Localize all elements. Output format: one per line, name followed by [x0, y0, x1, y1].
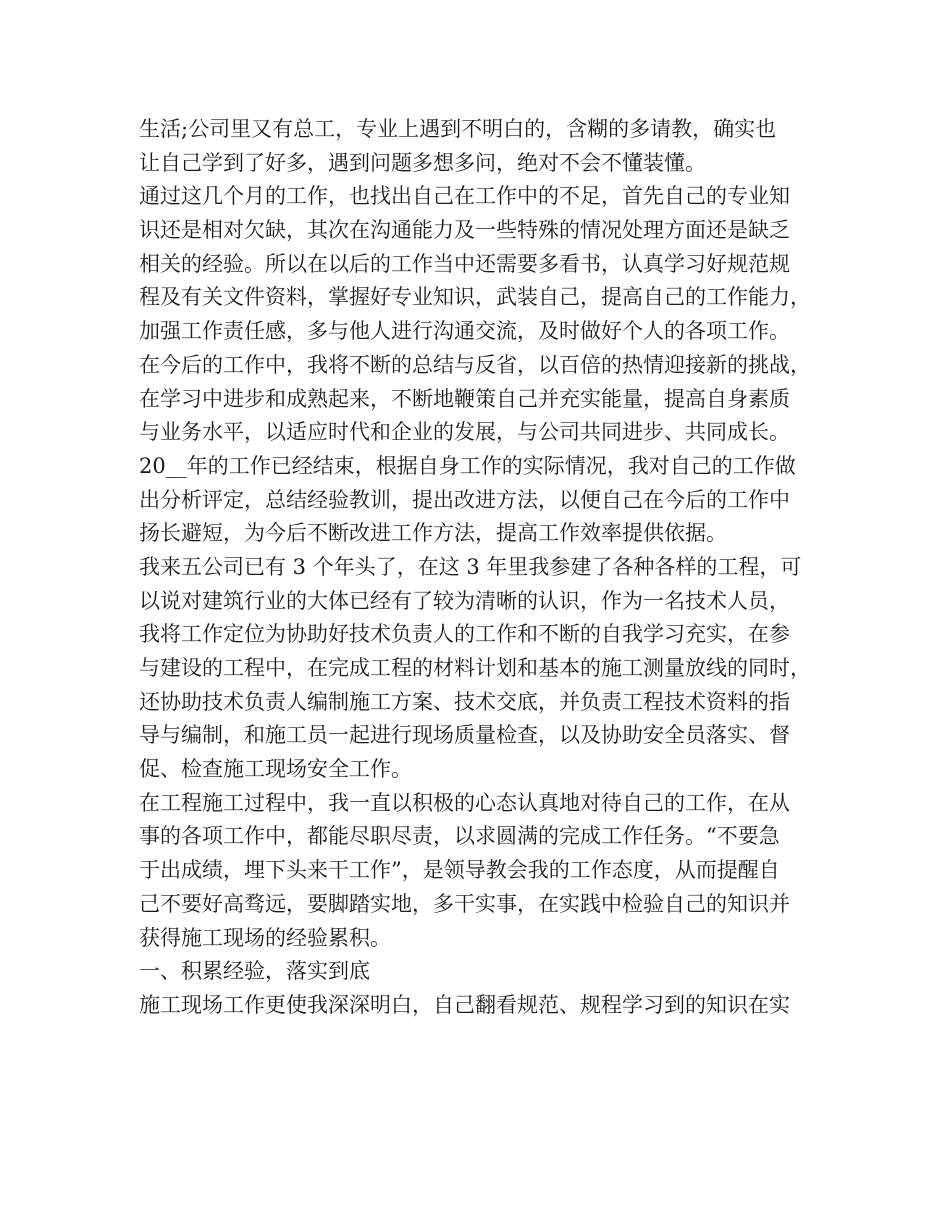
text-line: 还协助技术负责人编制施工方案、技术交底，并负责工程技术资料的指 — [139, 689, 790, 714]
text-line: 加强工作责任感，多与他人进行沟通交流，及时做好个人的各项工作。 — [139, 319, 790, 344]
text-line: 事的各项工作中，都能尽职尽责，以求圆满的完成工作任务。“不要急 — [139, 824, 780, 849]
text-line: 让自己学到了好多，遇到问题多想多问，绝对不会不懂装懂。 — [139, 150, 706, 175]
text-line: 20__年的工作已经结束，根据自身工作的实际情况，我对自己的工作做 — [139, 453, 796, 478]
text-line: 获得施工现场的经验累积。 — [139, 925, 391, 950]
text-line: 通过这几个月的工作，也找出自己在工作中的不足，首先自己的专业知 — [139, 184, 790, 209]
text-line: 扬长避短，为今后不断改进工作方法，提高工作效率提供依据。 — [139, 521, 727, 546]
text-line: 己不要好高骛远，要脚踏实地，多干实事，在实践中检验自己的知识并 — [139, 891, 790, 916]
text-line: 我来五公司已有 3 个年头了，在这 3 年里我参建了各种各样的工程，可 — [139, 554, 802, 579]
text-line: 与建设的工程中，在完成工程的材料计划和基本的施工测量放线的同时， — [139, 656, 811, 680]
text-line: 导与编制，和施工员一起进行现场质量检查，以及协助安全员落实、督 — [139, 723, 790, 748]
document-body — [139, 113, 829, 1023]
text-line: 出分析评定，总结经验教训，提出改进方法，以便自己在今后的工作中 — [139, 487, 790, 512]
text-line: 于出成绩，埋下头来干工作”，是领导教会我的工作态度，从而提醒自 — [139, 858, 780, 883]
text-line: 与业务水平，以适应时代和企业的发展，与公司共同进步、共同成长。 — [139, 420, 790, 445]
text-line: 识还是相对欠缺，其次在沟通能力及一些特殊的情况处理方面还是缺乏 — [139, 218, 790, 243]
text-line: 程及有关文件资料，掌握好专业知识，武装自己，提高自己的工作能力， — [139, 285, 811, 310]
text-line: 以说对建筑行业的大体已经有了较为清晰的认识，作为一名技术人员， — [139, 588, 790, 613]
text-line: 施工现场工作更使我深深明白，自己翻看规范、规程学习到的知识在实 — [139, 992, 790, 1017]
text-line: 相关的经验。所以在以后的工作当中还需要多看书，认真学习好规范规 — [139, 251, 790, 276]
text-line: 在工程施工过程中，我一直以积极的心态认真地对待自己的工作，在从 — [139, 790, 790, 815]
text-line: 我将工作定位为协助好技术负责人的工作和不断的自我学习充实，在参 — [139, 622, 790, 647]
section-heading: 一、积累经验，落实到底 — [139, 959, 370, 984]
text-line: 促、检查施工现场安全工作。 — [139, 757, 412, 782]
text-line: 在今后的工作中，我将不断的总结与反省，以百倍的热情迎接新的挑战， — [139, 352, 811, 377]
text-line: 生活;公司里又有总工，专业上遇到不明白的，含糊的多请教，确实也 — [139, 117, 777, 141]
text-line: 在学习中进步和成熟起来，不断地鞭策自己并充实能量，提高自身素质 — [139, 386, 790, 411]
